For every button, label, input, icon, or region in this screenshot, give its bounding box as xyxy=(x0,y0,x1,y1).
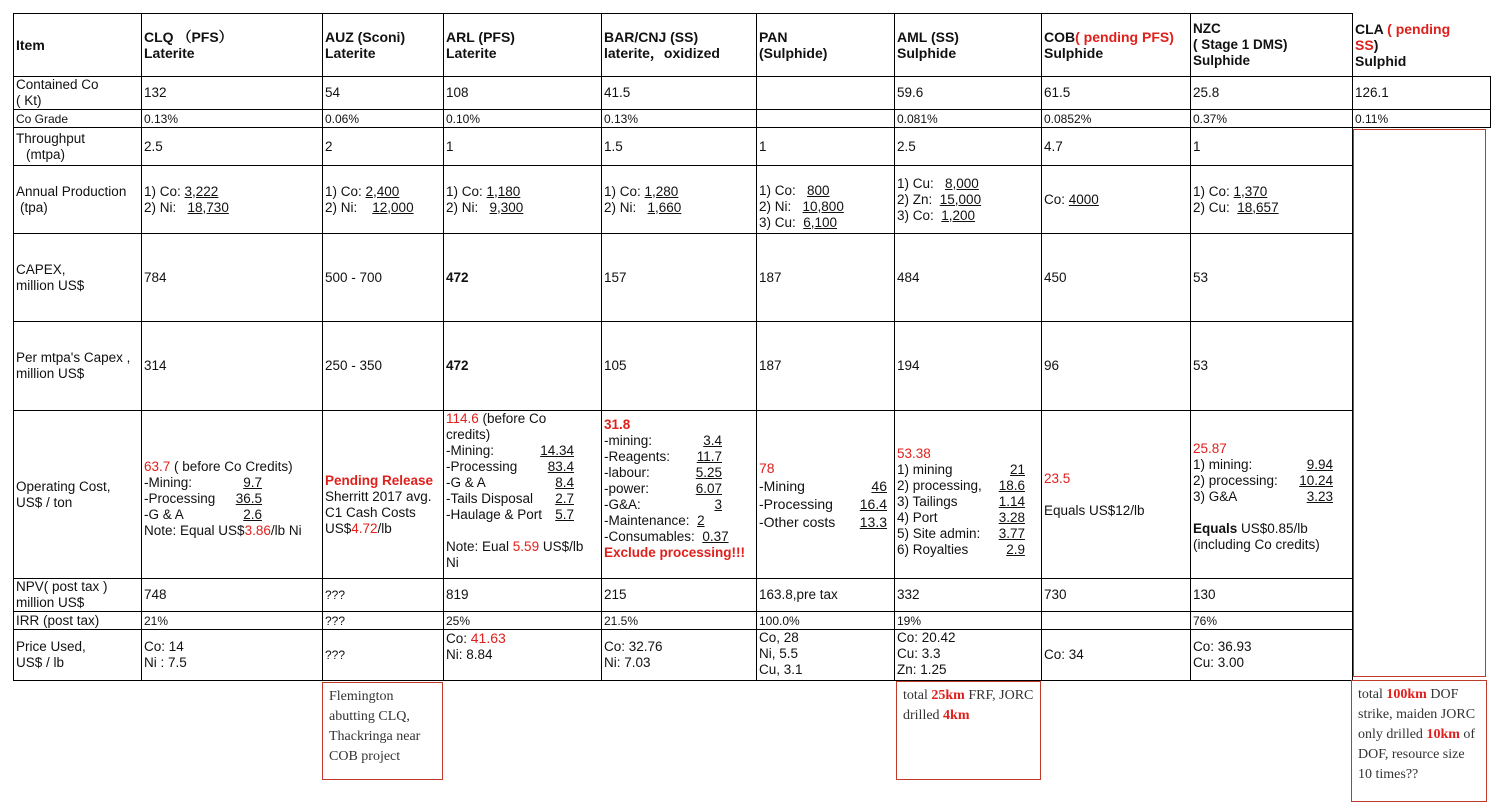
table-cell: ??? xyxy=(323,630,444,681)
table-row-operating-cost xyxy=(14,411,1491,579)
table-cell: 314 xyxy=(142,322,323,411)
row-label: CAPEX, million US$ xyxy=(14,234,142,322)
table-cell: ??? xyxy=(323,612,444,630)
table-cell: 76% xyxy=(1191,612,1353,630)
col-header-cla: CLA ( pending SS) Sulphid xyxy=(1355,20,1451,69)
table-cell: 157 xyxy=(602,234,757,322)
table-cell: 0.06% xyxy=(323,110,444,128)
table-cell: 23.5 Equals US$12/lb xyxy=(1042,411,1191,579)
table-cell: 450 xyxy=(1042,234,1191,322)
note-auz: Flemington abutting CLQ, Thackringa near COB project xyxy=(322,682,443,780)
table-cell: 1 xyxy=(757,128,895,166)
table-cell: 163.8,pre tax xyxy=(757,579,895,612)
table-cell: 332 xyxy=(895,579,1042,612)
table-cell: 1) Co: 3,222 2) Ni: 18,730 xyxy=(142,166,323,234)
table-cell: Co: 36.93 Cu: 3.00 xyxy=(1191,630,1353,681)
table-cell: 0.13% xyxy=(142,110,323,128)
table-cell: Pending Release Sherritt 2017 avg. C1 Cash Costs US$4.72/lb xyxy=(323,411,444,579)
table-cell: Co, 28 Ni, 5.5 Cu, 3.1 xyxy=(757,630,895,681)
table-cell: 0.081% xyxy=(895,110,1042,128)
table-cell: 1) Co: 1,370 2) Cu: 18,657 xyxy=(1191,166,1353,234)
table-row-npv xyxy=(14,579,1491,612)
table-cell: 53 xyxy=(1191,234,1353,322)
table-cell: 194 xyxy=(895,322,1042,411)
table-row-price-used xyxy=(14,630,1491,681)
table-row-per-mtpa-capex xyxy=(14,322,1491,411)
table-cell: 1 xyxy=(444,128,602,166)
table-cell: 1.5 xyxy=(602,128,757,166)
table-cell: Co: 41.63 Ni: 8.84 xyxy=(444,630,602,681)
table-cell: 126.1 xyxy=(1353,77,1491,110)
item-header: Item xyxy=(14,14,142,77)
col-header-arl: ARL (PFS) Laterite xyxy=(444,14,602,77)
table-cell: Co: 14 Ni : 7.5 xyxy=(142,630,323,681)
row-label: NPV( post tax ) million US$ xyxy=(14,579,142,612)
table-cell: 78 -Mining 46 -Processing 16.4 -Other costs 13.3 xyxy=(757,411,895,579)
table-cell: 187 xyxy=(757,322,895,411)
table-cell: 108 xyxy=(444,77,602,110)
table-cell: Co: 4000 xyxy=(1042,166,1191,234)
table-cell: 21.5% xyxy=(602,612,757,630)
table-cell: Co: 32.76 Ni: 7.03 xyxy=(602,630,757,681)
header-row xyxy=(14,14,1491,77)
table-cell: 19% xyxy=(895,612,1042,630)
row-label: Co Grade xyxy=(14,110,142,128)
table-cell: 1) Co: 1,180 2) Ni: 9,300 xyxy=(444,166,602,234)
table-row-irr xyxy=(14,612,1491,630)
table-cell: 748 xyxy=(142,579,323,612)
row-label: Per mtpa's Capex , million US$ xyxy=(14,322,142,411)
table-cell: 730 xyxy=(1042,579,1191,612)
cobalt-comparison-table xyxy=(13,13,1491,681)
table-cell: 0.11% xyxy=(1353,110,1491,128)
note-cla: total 100km DOF strike, maiden JORC only drilled 10km of DOF, resource size 10 times?? xyxy=(1351,680,1487,802)
col-header-pan: PAN (Sulphide) xyxy=(757,14,895,77)
table-cell: 1) Cu: 8,000 2) Zn: 15,000 3) Co: 1,200 xyxy=(895,166,1042,234)
table-row-throughput xyxy=(14,128,1491,166)
table-cell: 215 xyxy=(602,579,757,612)
table-cell: 0.10% xyxy=(444,110,602,128)
table-cell: 21% xyxy=(142,612,323,630)
row-label: Annual Production (tpa) xyxy=(14,166,142,234)
table-row-annual-production xyxy=(14,166,1491,234)
col-header-nzc: NZC ( Stage 1 DMS) Sulphide xyxy=(1191,14,1353,77)
col-header-auz: AUZ (Sconi) Laterite xyxy=(323,14,444,77)
table-cell: 0.13% xyxy=(602,110,757,128)
table-cell: 132 xyxy=(142,77,323,110)
table-cell: 472 xyxy=(444,322,602,411)
table-cell: 500 - 700 xyxy=(323,234,444,322)
table-cell: 54 xyxy=(323,77,444,110)
table-row-contained-co xyxy=(14,77,1491,110)
table-cell xyxy=(757,110,895,128)
table-cell: 31.8 -mining: 3.4 -Reagents: 11.7 -labour: 5.25 -power: 6.07 -G&A: 3 -Maintenance: 2 -Consumables: 0.37 Exclude processing!!! xyxy=(602,411,757,579)
table-cell: 100.0% xyxy=(757,612,895,630)
table-cell: 819 xyxy=(444,579,602,612)
table-cell: 4.7 xyxy=(1042,128,1191,166)
table-cell: 59.6 xyxy=(895,77,1042,110)
table-row-co-grade xyxy=(14,110,1491,128)
table-cell: 25.8 xyxy=(1191,77,1353,110)
table-cell: 61.5 xyxy=(1042,77,1191,110)
table-cell: 1) Co: 2,400 2) Ni: 12,000 xyxy=(323,166,444,234)
col-header-cob: COB( pending PFS) Sulphide xyxy=(1042,14,1191,77)
table-cell: 53 xyxy=(1191,322,1353,411)
row-label: Throughput (mtpa) xyxy=(14,128,142,166)
table-cell: ??? xyxy=(323,579,444,612)
table-cell: 41.5 xyxy=(602,77,757,110)
table-cell: 0.0852% xyxy=(1042,110,1191,128)
table-cell: 2.5 xyxy=(895,128,1042,166)
table-cell: 784 xyxy=(142,234,323,322)
table-cell: 2 xyxy=(323,128,444,166)
table-cell: 25% xyxy=(444,612,602,630)
table-row-capex xyxy=(14,234,1491,322)
table-cell: 53.38 1) mining 21 2) processing, 18.6 3) Tailings 1.14 4) Port 3.28 5) Site admin: 3.77 6) Royalties 2.9 xyxy=(895,411,1042,579)
col-header-aml: AML (SS) Sulphide xyxy=(895,14,1042,77)
col-header-bar: BAR/CNJ (SS) laterite，oxidized xyxy=(602,14,757,77)
table-cell: 187 xyxy=(757,234,895,322)
table-cell: 105 xyxy=(602,322,757,411)
table-cell: 484 xyxy=(895,234,1042,322)
table-cell: 2.5 xyxy=(142,128,323,166)
table-cell: 0.37% xyxy=(1191,110,1353,128)
table-cell: 250 - 350 xyxy=(323,322,444,411)
table-cell: 114.6 (before Co credits) -Mining: 14.34 -Processing 83.4 -G & A 8.4 -Tails Disposal 2.7 -Haulage & Port 5.7 Note: Eual 5.59 US$/lb Ni xyxy=(444,411,602,579)
table-cell: 1) Co: 1,280 2) Ni: 1,660 xyxy=(602,166,757,234)
row-label: Contained Co ( Kt) xyxy=(14,77,142,110)
cla-highlight-box xyxy=(1353,129,1486,677)
table-cell: 472 xyxy=(444,234,602,322)
table-cell: 130 xyxy=(1191,579,1353,612)
table-cell xyxy=(757,77,895,110)
table-cell: 63.7 ( before Co Credits) -Mining: 9.7 -Processing 36.5 -G & A 2.6 Note: Equal US$3.86/lb Ni xyxy=(142,411,323,579)
table-cell: Co: 34 xyxy=(1042,630,1191,681)
table-cell: Co: 20.42 Cu: 3.3 Zn: 1.25 xyxy=(895,630,1042,681)
table-cell xyxy=(1042,612,1191,630)
col-header-clq: CLQ （PFS） Laterite xyxy=(142,14,323,77)
row-label: Price Used, US$ / lb xyxy=(14,630,142,681)
table-cell: 1) Co: 800 2) Ni: 10,800 3) Cu: 6,100 xyxy=(757,166,895,234)
table-cell: 96 xyxy=(1042,322,1191,411)
table-cell: 1 xyxy=(1191,128,1353,166)
row-label: IRR (post tax) xyxy=(14,612,142,630)
table-cell: 25.87 1) mining: 9.94 2) processing: 10.24 3) G&A 3.23 Equals US$0.85/lb (including Co credits) xyxy=(1191,411,1353,579)
note-aml: total 25km FRF, JORC drilled 4km xyxy=(896,681,1041,780)
row-label: Operating Cost, US$ / ton xyxy=(14,411,142,579)
